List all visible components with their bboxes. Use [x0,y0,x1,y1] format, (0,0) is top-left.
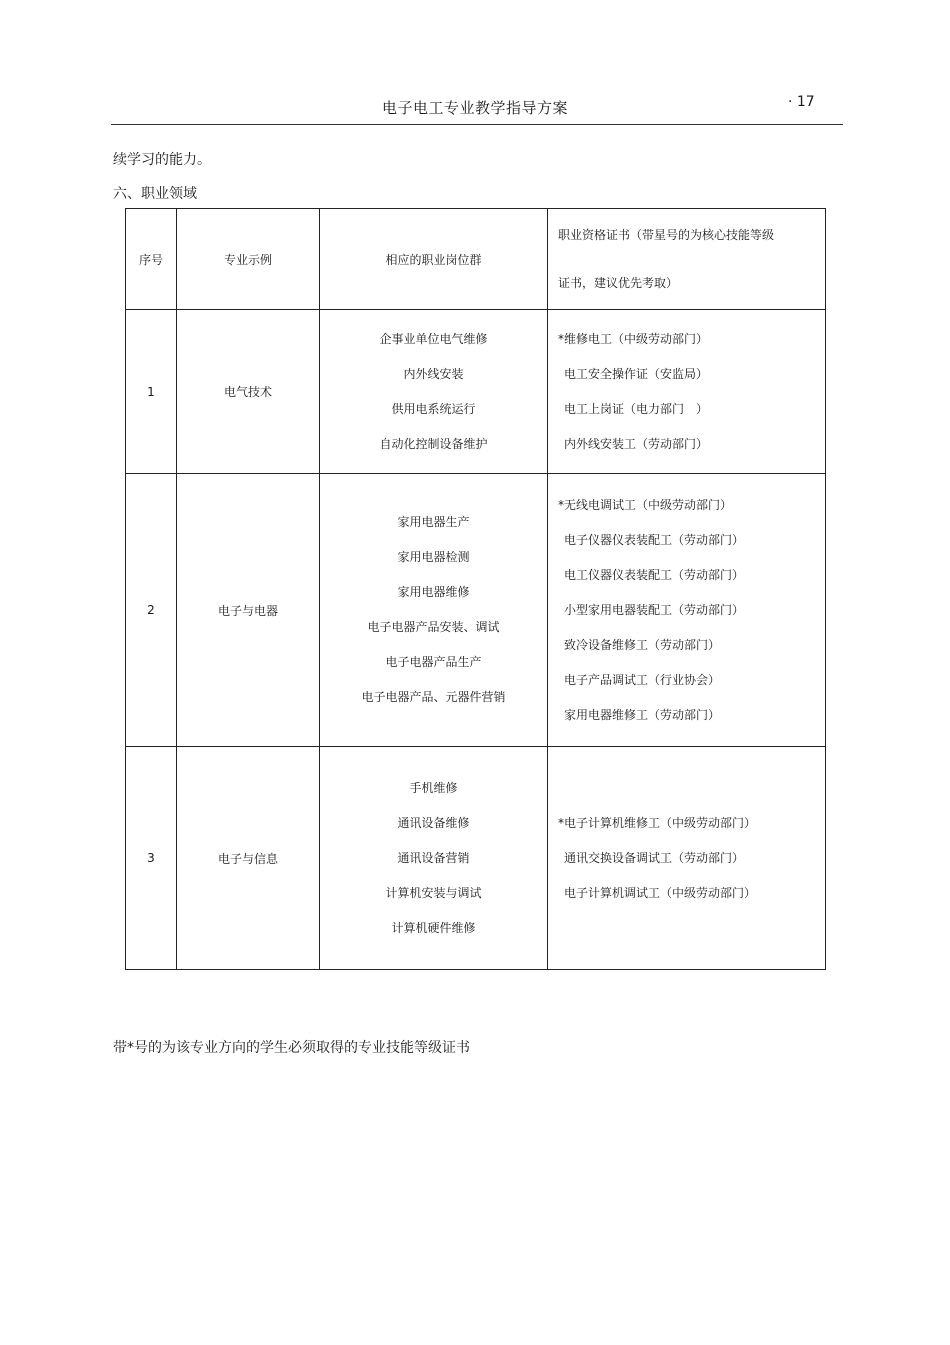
job-item: 家用电器维修 [397,585,470,599]
cert-item: 电子仪器仪表装配工（劳动部门） [564,532,745,547]
row-certs [548,310,826,474]
header-cell-no: 序号 [126,209,177,310]
table-row [126,310,826,474]
cert-item: 家用电器维修工（劳动部门） [564,707,721,722]
cert-item: 致冷设备维修工（劳动部门） [564,637,721,652]
job-item: 家用电器生产 [397,515,470,529]
table-header-row [126,209,826,310]
job-item: 自动化控制设备维护 [379,436,488,451]
cert-item: 电子产品调试工（行业协会） [564,672,721,687]
header-divider [111,124,843,125]
row-example: 电子与信息 [177,747,320,970]
section-heading: 六、职业领域 [113,186,197,202]
cert-item: 通讯交换设备调试工（劳动部门） [564,850,745,865]
cert-item: 电工上岗证（电力部门 ） [564,401,709,416]
job-item: 计算机硬件维修 [391,920,476,935]
row-jobs [320,474,548,747]
job-item: 企事业单位电气维修 [379,331,488,346]
intro-line: 续学习的能力。 [113,152,211,168]
cert-item: 内外线安装工（劳动部门） [564,436,709,451]
header-cell-certs [548,209,826,310]
row-no: 1 [126,310,177,474]
header-cert-line-1: 职业资格证书（带星号的为核心技能等级 [558,228,775,242]
job-item: 电子电器产品安装、调试 [367,620,500,634]
row-jobs [320,747,548,970]
job-item: 供用电系统运行 [391,401,476,416]
job-item: 电子电器产品、元器件营销 [361,690,506,704]
row-no: 3 [126,747,177,970]
cert-item: *维修电工（中级劳动部门） [558,331,709,346]
cert-item: *电子计算机维修工（中级劳动部门） [558,815,757,830]
row-certs [548,747,826,970]
row-certs [548,474,826,747]
job-item: 通讯设备维修 [397,815,470,830]
header-cell-example: 专业示例 [177,209,320,310]
row-no: 2 [126,474,177,747]
cert-item: 电工安全操作证（安监局） [564,366,709,381]
row-jobs [320,310,548,474]
job-item: 家用电器检测 [397,550,470,564]
job-item: 通讯设备营销 [397,850,470,865]
header-cert-line-2: 证书，建议优先考取） [558,276,679,290]
career-field-table [125,208,826,970]
job-item: 电子电器产品生产 [385,655,482,669]
job-item: 手机维修 [409,780,458,795]
job-item: 内外线安装 [403,366,464,381]
table-row [126,474,826,747]
header-cell-jobs: 相应的职业岗位群 [320,209,548,310]
page-header-title: 电子电工专业教学指导方案 [381,99,568,117]
cert-item: 电子计算机调试工（中级劳动部门） [564,885,757,900]
row-example: 电气技术 [177,310,320,474]
row-example: 电子与电器 [177,474,320,747]
table-row [126,747,826,970]
cert-item: 电工仪器仪表装配工（劳动部门） [564,567,745,582]
page-number: · 17 [788,94,815,110]
cert-item: *无线电调试工（中级劳动部门） [558,497,733,512]
cert-item: 小型家用电器装配工（劳动部门） [564,602,745,617]
job-item: 计算机安装与调试 [385,885,482,900]
footnote: 带*号的为该专业方向的学生必须取得的专业技能等级证书 [113,1040,470,1056]
